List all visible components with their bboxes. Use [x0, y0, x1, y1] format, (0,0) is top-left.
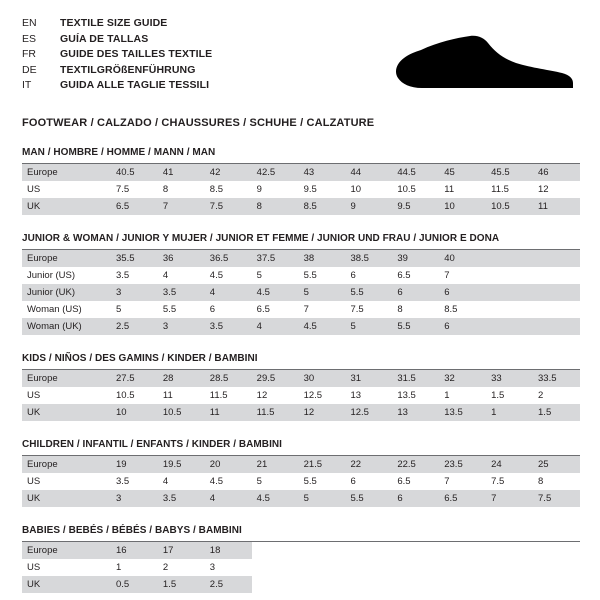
cell [486, 559, 533, 576]
cell: 6 [439, 318, 486, 335]
cell: 5.5 [162, 304, 177, 315]
cell: 10.5 [486, 198, 533, 215]
cell: 5 [299, 284, 346, 301]
size-table [22, 370, 580, 421]
cell: 11 [444, 184, 455, 195]
cell: 31.5 [392, 370, 439, 387]
cell: 4 [205, 284, 252, 301]
cell: 11.5 [491, 184, 509, 195]
cell [533, 267, 580, 284]
cell: 40 [439, 250, 486, 267]
size-table [22, 250, 580, 335]
cell: 5.5 [303, 270, 317, 281]
cell: 11 [533, 198, 580, 215]
table-row [22, 164, 580, 181]
row-label: Europe [22, 456, 111, 473]
cell: 3.5 [158, 284, 205, 301]
table-row [22, 198, 580, 215]
cell: 31 [345, 370, 392, 387]
cell: 9.5 [303, 184, 317, 195]
cell: 4 [205, 490, 252, 507]
cell: 4.5 [252, 490, 299, 507]
cell: 38.5 [345, 250, 392, 267]
cell [252, 576, 299, 593]
cell [533, 301, 580, 318]
cell: 3 [111, 490, 158, 507]
language-code: EN [22, 17, 37, 29]
cell: 3 [111, 284, 158, 301]
table-row [22, 318, 580, 335]
cell: 8 [397, 304, 403, 315]
cell: 9 [345, 198, 392, 215]
cell: 0.5 [111, 576, 158, 593]
row-label: Junior (UK) [22, 284, 111, 301]
cell: 30 [299, 370, 346, 387]
language-title: GUIDE DES TAILLES TEXTILE [60, 48, 213, 60]
cell [252, 559, 299, 576]
cell: 12.5 [345, 404, 392, 421]
cell: 25 [533, 456, 580, 473]
cell: 5 [345, 318, 392, 335]
size-group-babies [22, 525, 580, 593]
cell: 9.5 [392, 198, 439, 215]
cell: 40.5 [111, 164, 158, 181]
cell: 7 [303, 304, 309, 315]
language-row [22, 16, 212, 32]
cell: 11.5 [209, 390, 228, 401]
cell: 9 [256, 184, 262, 195]
cell: 8.5 [444, 304, 458, 315]
cell [392, 576, 439, 593]
cell: 16 [111, 542, 158, 559]
cell: 5 [256, 270, 262, 281]
row-label: Junior (US) [27, 270, 76, 281]
cell: 6 [392, 284, 439, 301]
cell: 8.5 [209, 184, 223, 195]
cell: 7.5 [350, 304, 364, 315]
cell: 7.5 [205, 198, 252, 215]
cell: 36.5 [205, 250, 252, 267]
cell: 3 [158, 318, 205, 335]
cell [392, 542, 439, 559]
cell: 4.5 [299, 318, 346, 335]
cell: 33 [486, 370, 533, 387]
row-label: US [27, 476, 41, 487]
cell: 4 [162, 270, 169, 281]
row-label: Europe [22, 370, 111, 387]
cell: 18 [205, 542, 252, 559]
cell: 3.5 [205, 318, 252, 335]
cell: 12 [256, 390, 268, 401]
cell [345, 542, 392, 559]
cell: 45 [439, 164, 486, 181]
cell [533, 284, 580, 301]
table-row [22, 404, 580, 421]
cell [486, 576, 533, 593]
language-row [22, 32, 212, 48]
cell: 7 [158, 198, 205, 215]
cell [299, 542, 346, 559]
size-group-man [22, 147, 580, 215]
cell: 23.5 [439, 456, 486, 473]
cell: 39 [392, 250, 439, 267]
group-title: KIDS / NIÑOS / DES GAMINS / KINDER / BAMBINI [22, 353, 258, 364]
cell: 11.5 [252, 404, 299, 421]
language-title: TEXTILE SIZE GUIDE [60, 17, 168, 29]
cell: 1.5 [491, 390, 505, 401]
cell: 17 [158, 542, 205, 559]
cell: 37.5 [252, 250, 299, 267]
cell: 42.5 [252, 164, 299, 181]
cell: 13.5 [397, 390, 416, 401]
cell [392, 559, 439, 576]
cell: 2.5 [111, 318, 158, 335]
cell: 5.5 [345, 490, 392, 507]
cell [533, 559, 580, 576]
cell: 7.5 [116, 184, 130, 195]
cell: 7 [444, 476, 450, 487]
cell: 6 [350, 270, 356, 281]
cell: 6 [392, 490, 439, 507]
row-label: UK [22, 404, 111, 421]
cell: 44 [345, 164, 392, 181]
cell: 10 [111, 404, 158, 421]
language-code: FR [22, 48, 36, 60]
cell: 42 [205, 164, 252, 181]
cell: 27.5 [111, 370, 158, 387]
group-title: BABIES / BEBÉS / BÉBÉS / BABYS / BAMBINI [22, 525, 242, 536]
language-title: GUÍA DE TALLAS [60, 32, 149, 45]
cell [439, 542, 486, 559]
cell: 8 [162, 184, 169, 195]
cell: 11 [205, 404, 252, 421]
cell [345, 559, 392, 576]
cell [486, 267, 533, 284]
cell: 6.5 [397, 476, 411, 487]
cell: 6 [350, 476, 356, 487]
table-row [22, 542, 580, 559]
table-row [22, 576, 580, 593]
cell: 4.5 [209, 476, 223, 487]
language-title: GUIDA ALLE TAGLIE TESSILI [60, 79, 210, 91]
table-row [22, 181, 580, 198]
cell: 6 [209, 304, 216, 315]
cell: 13.5 [439, 404, 486, 421]
row-label: Woman (US) [27, 304, 82, 315]
cell: 12.5 [303, 390, 323, 401]
cell [486, 284, 533, 301]
cell: 3.5 [158, 490, 205, 507]
cell: 10.5 [397, 184, 416, 195]
cell: 43 [299, 164, 346, 181]
cell [439, 576, 486, 593]
language-row [22, 47, 212, 63]
size-group-junior-woman [22, 233, 580, 335]
cell: 22.5 [392, 456, 439, 473]
cell: 24 [486, 456, 533, 473]
cell [533, 250, 580, 267]
cell: 5 [116, 304, 122, 315]
cell: 10.5 [158, 404, 205, 421]
language-row [22, 78, 212, 94]
cell: 6.5 [397, 270, 411, 281]
cell: 29.5 [252, 370, 299, 387]
table-row [22, 473, 580, 490]
cell: 11 [162, 390, 173, 401]
dress-shoe-icon [394, 32, 574, 99]
cell: 6.5 [439, 490, 486, 507]
category-heading: FOOTWEAR / CALZADO / CHAUSSURES / SCHUHE / CALZATURE [22, 117, 375, 129]
size-group-children [22, 439, 580, 507]
row-label: US [27, 390, 41, 401]
row-label: Europe [22, 542, 111, 559]
cell: 5.5 [392, 318, 439, 335]
cell: 3.5 [116, 476, 130, 487]
cell: 8 [252, 198, 299, 215]
language-row [22, 63, 212, 79]
cell: 41 [158, 164, 205, 181]
cell: 5 [299, 490, 346, 507]
cell: 4.5 [209, 270, 223, 281]
table-row [22, 301, 580, 318]
table-row [22, 284, 580, 301]
cell: 8.5 [299, 198, 346, 215]
page-header [22, 16, 580, 99]
cell: 13 [392, 404, 439, 421]
size-table [22, 542, 580, 593]
size-table [22, 456, 580, 507]
cell: 32 [439, 370, 486, 387]
cell [533, 576, 580, 593]
cell: 12 [299, 404, 346, 421]
cell [486, 250, 533, 267]
cell: 2 [162, 562, 169, 573]
cell: 10.5 [116, 390, 135, 401]
language-code: DE [22, 63, 37, 76]
table-row [22, 250, 580, 267]
cell [299, 576, 346, 593]
cell: 7.5 [533, 490, 580, 507]
cell: 21.5 [299, 456, 346, 473]
cell: 6.5 [111, 198, 158, 215]
cell: 1.5 [158, 576, 205, 593]
cell: 20 [205, 456, 252, 473]
cell [486, 318, 533, 335]
cell: 2 [538, 390, 544, 401]
language-code: ES [22, 32, 37, 45]
cell [533, 318, 580, 335]
row-label: Europe [22, 250, 111, 267]
cell: 7.5 [491, 476, 505, 487]
table-row [22, 267, 580, 284]
row-label: US [27, 562, 41, 573]
cell: 28.5 [205, 370, 252, 387]
table-row [22, 456, 580, 473]
language-rows [22, 16, 212, 94]
row-label: Woman (UK) [22, 318, 111, 335]
cell: 22 [345, 456, 392, 473]
cell: 6 [439, 284, 486, 301]
cell [486, 301, 533, 318]
table-row [22, 370, 580, 387]
cell: 7 [486, 490, 533, 507]
cell: 19.5 [158, 456, 205, 473]
language-titles [22, 16, 212, 94]
cell [533, 542, 580, 559]
row-label: US [27, 184, 41, 195]
table-row [22, 490, 580, 507]
group-title: CHILDREN / INFANTIL / ENFANTS / KINDER / BAMBINI [22, 439, 282, 450]
cell: 6.5 [256, 304, 270, 315]
cell: 45.5 [486, 164, 533, 181]
cell: 5.5 [345, 284, 392, 301]
cell: 1 [486, 404, 533, 421]
cell: 33.5 [533, 370, 580, 387]
table-row [22, 387, 580, 404]
cell: 1 [116, 562, 122, 573]
cell: 8 [538, 476, 544, 487]
cell [252, 542, 299, 559]
row-label: Europe [22, 164, 111, 181]
cell: 4.5 [252, 284, 299, 301]
cell: 4 [252, 318, 299, 335]
row-label: UK [22, 198, 111, 215]
cell: 1 [444, 390, 450, 401]
cell: 3.5 [116, 270, 130, 281]
table-row [22, 559, 580, 576]
size-table [22, 164, 580, 215]
language-title: TEXTILGRÖßENFÜHRUNG [60, 63, 196, 76]
cell: 13 [350, 390, 362, 401]
cell: 2.5 [205, 576, 252, 593]
cell: 5.5 [303, 476, 317, 487]
cell: 4 [162, 476, 169, 487]
group-title: MAN / HOMBRE / HOMME / MANN / MAN [22, 147, 216, 158]
cell: 44.5 [392, 164, 439, 181]
cell: 46 [533, 164, 580, 181]
cell: 28 [158, 370, 205, 387]
cell: 5 [256, 476, 262, 487]
cell: 10 [439, 198, 486, 215]
cell: 36 [158, 250, 205, 267]
cell: 21 [252, 456, 299, 473]
cell: 7 [444, 270, 450, 281]
row-label: UK [22, 490, 111, 507]
cell: 10 [350, 184, 362, 195]
cell [439, 559, 486, 576]
size-group-kids [22, 353, 580, 421]
cell: 1.5 [533, 404, 580, 421]
cell [299, 559, 346, 576]
cell [345, 576, 392, 593]
cell: 3 [209, 562, 216, 573]
cell: 35.5 [111, 250, 158, 267]
language-code: IT [22, 79, 32, 91]
cell: 38 [299, 250, 346, 267]
cell [486, 542, 533, 559]
cell: 12 [538, 184, 549, 195]
group-title: JUNIOR & WOMAN / JUNIOR Y MUJER / JUNIOR ET FEMME / JUNIOR UND FRAU / JUNIOR E DONA [22, 233, 500, 244]
row-label: UK [22, 576, 111, 593]
cell: 19 [111, 456, 158, 473]
